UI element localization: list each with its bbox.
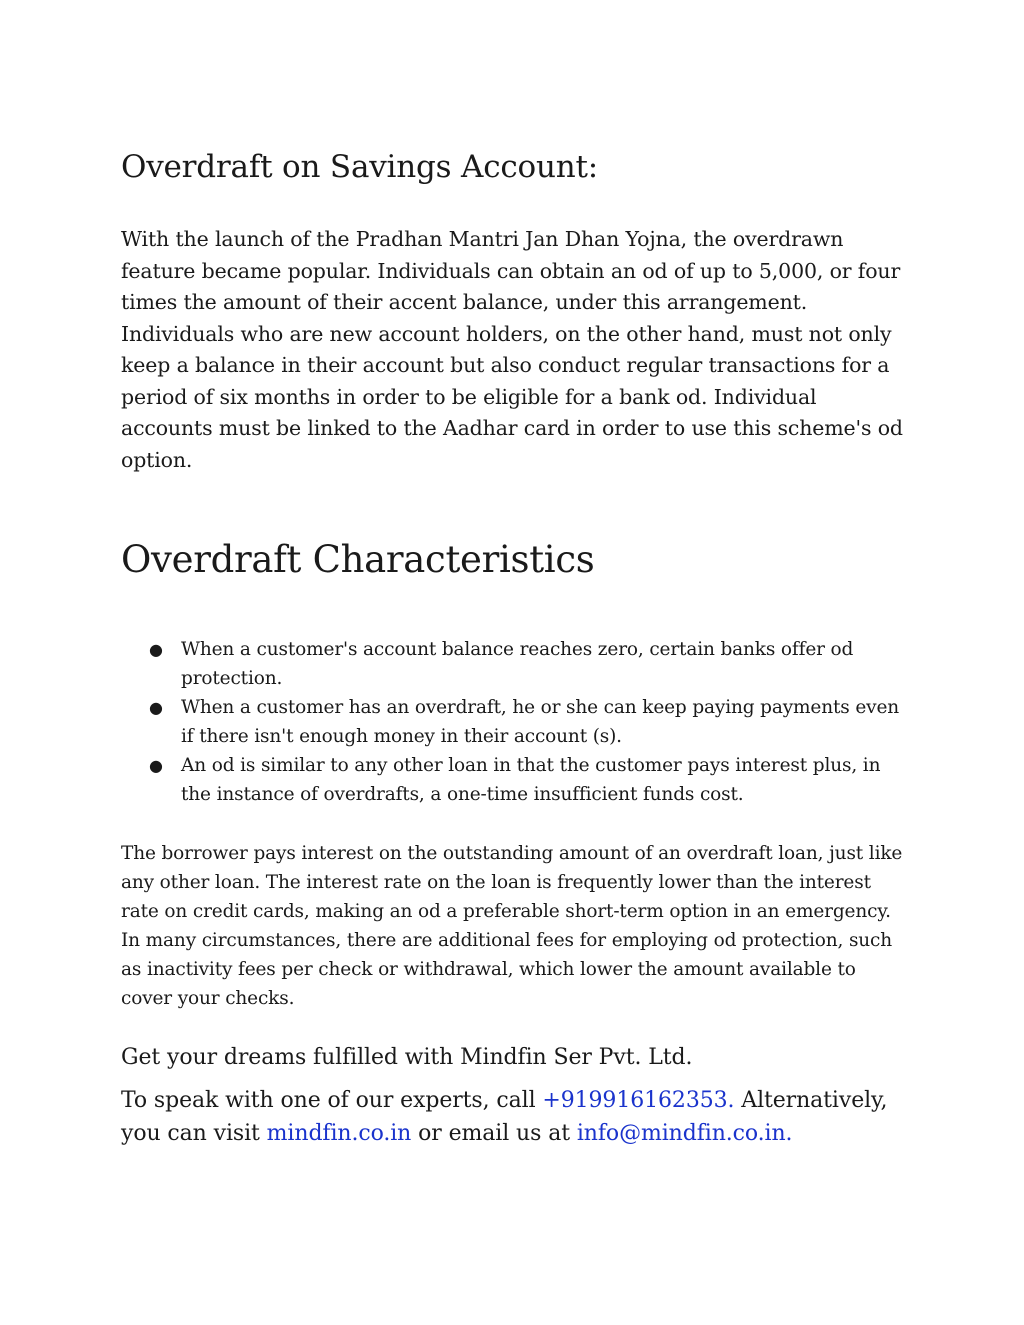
interest-paragraph: The borrower pays interest on the outstanding amount of an overdraft loan, just like any other loan. The interest rate on the loan is frequently lower than the interest rate on credit cards, making an od a preferable short-term option in an emergency. In many circumstances, there are additional fees for employing od protection, such as inactivity fees per check or withdrawal, which lower the amount available to cover your checks.	[121, 843, 903, 1009]
contact-prefix: To speak with one of our experts, call	[121, 1088, 543, 1113]
phone-link[interactable]: +919916162353.	[542, 1088, 735, 1113]
characteristics-list	[149, 635, 904, 809]
contact-mid: Alternatively, you can visit	[121, 1088, 888, 1146]
website-link[interactable]: mindfin.co.in	[266, 1121, 412, 1146]
tagline: Get your dreams fulfilled with Mindfin Ser Pvt. Ltd.	[121, 1045, 693, 1070]
contact-paragraph	[121, 1084, 911, 1150]
list-item-text: When a customer's account balance reaches zero, certain banks offer od protection.	[181, 639, 854, 689]
list-item	[149, 693, 904, 751]
section-heading-savings-overdraft: Overdraft on Savings Account:	[121, 149, 599, 185]
bullet-icon: ●	[149, 756, 163, 775]
bullet-icon: ●	[149, 640, 163, 659]
section-heading-characteristics: Overdraft Characteristics	[121, 538, 595, 581]
list-item-text: When a customer has an overdraft, he or she can keep paying payments even if there isn't enough money in their account (s).	[181, 697, 900, 747]
list-item	[149, 635, 904, 693]
list-item-text: An od is similar to any other loan in that the customer pays interest plus, in the instance of overdrafts, a one-time insufficient funds cost.	[181, 755, 881, 805]
contact-mid2: or email us at	[411, 1121, 577, 1146]
savings-overdraft-paragraph: With the launch of the Pradhan Mantri Jan Dhan Yojna, the overdrawn feature became popular. Individuals can obtain an od of up to 5,000, or four times the amount of their accent balance, under this arrangement. Individuals who are new account holders, on the other hand, must not only keep a balance in their account but also conduct regular transactions for a period of six months in order to be eligible for a bank od. Individual accounts must be linked to the Aadhar card in order to use this scheme's od option.	[121, 227, 903, 472]
list-item	[149, 751, 904, 809]
bullet-icon: ●	[149, 698, 163, 717]
email-link[interactable]: info@mindfin.co.in.	[576, 1121, 793, 1146]
